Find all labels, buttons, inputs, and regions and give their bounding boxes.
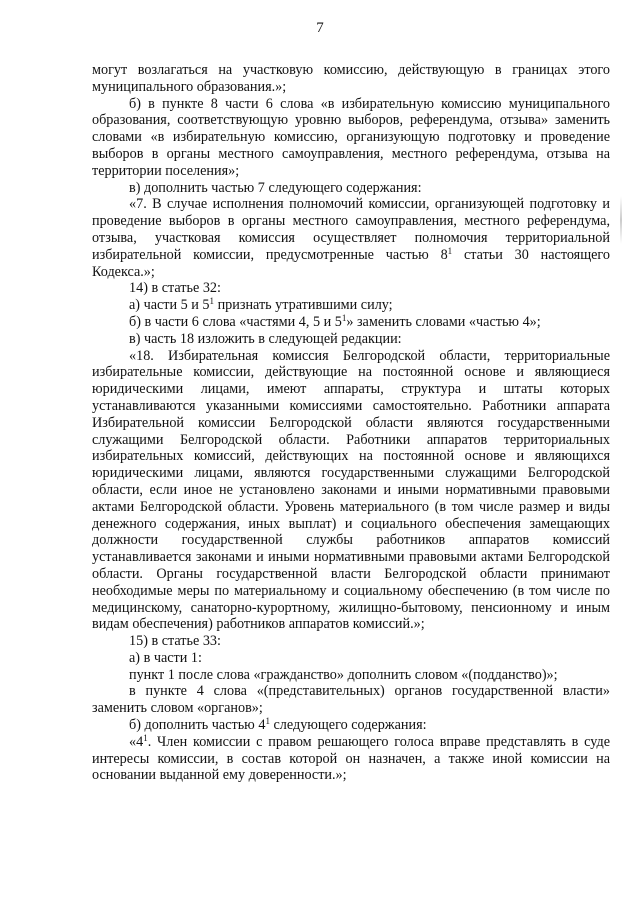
paragraph-part18-text: «18. Избирательная комиссия Белгородской области, территориальные избирательные комиссии, действующие на постоянной основе и являющиеся юридическими лицами, имеют аппараты, структура и штаты которых устанавливаются указанными комиссиями самостоятельно. Работники аппарата Избирательной комиссии Белгородской области являются государственными служащими Белгородской области. Работники аппаратов территориальных избирательных комиссий, действующих на постоянной основе и являющихся юридическими лицами, являются государственными служащими Белгородской области, если иное не установлено законами и иными нормативными правовыми актами Белгородской области. Уровень материального (в том числе размер и виды денежного содержания, иных выплат) и социального обеспечения замещающих должности государственной службы работников аппаратов комиссий устанавливается законами и иными нормативными правовыми актами Белгородской области. Органы государственной власти Белгородской области принимают необходимые меры по материальному и социальному обеспечению (в том числе по медицинскому, санаторно-курортному, жилищно-бытовому, пенсионному и иным видам обеспечения) работников аппаратов комиссий.»; <box>92 347 610 633</box>
part7-main-text: «7. В случае исполнения полномочий комиссии, организующей подготовку и проведение выборов в органы местного самоуправления, местного референдума, отзыва, участковая комиссия осуществляет полномочия территориальной избирательной комиссии, предусмотренные частью 8 <box>92 196 610 263</box>
superscript: 1 <box>209 296 215 307</box>
text-fragment: . Член комиссии с правом решающего голоса вправе представлять в суде интересы комиссии, в состав которой он назначен, а также иной комиссии на основании выданной ему доверенности.»; <box>92 733 610 784</box>
text-fragment: следующего содержания: <box>269 717 427 734</box>
paragraph-article33: 15) в статье 33: <box>129 633 221 650</box>
part7-tail-text: статьи 30 настоящего Кодекса.»; <box>92 246 610 280</box>
text-fragment: «4 <box>129 733 144 750</box>
paragraph-article33-a: а) в части 1: <box>129 649 202 666</box>
paragraph-article32-a <box>92 297 610 314</box>
text-fragment: » заменить словами «частью 4»; <box>346 313 541 330</box>
superscript: 1 <box>143 732 148 743</box>
text-fragment: б) в части 6 слова «частями 4, 5 и 5 <box>129 313 342 330</box>
scan-artifact <box>620 196 622 244</box>
paragraph-point4: в пункте 4 слова «(представительных) органов государственной власти» заменить словом «органов»; <box>92 683 610 717</box>
text-fragment: признать утратившими силу; <box>214 297 393 314</box>
text-fragment: б) дополнить частью 4 <box>129 717 266 734</box>
paragraph-item-b-part6: б) в пункте 8 части 6 слова «в избирательную комиссию муниципального образования, соответствующую уровню выборов, референдума, отзыва» заменить словами «в избирательную комиссию, организующую подготовку и проведение выборов в органы местного самоуправления, местного референдума, отзыва на территории поселения»; <box>92 95 610 179</box>
paragraph-article32: 14) в статье 32: <box>129 280 221 297</box>
superscript: 1 <box>265 716 270 727</box>
page-number: 7 <box>316 20 324 36</box>
paragraph-point1: пункт 1 после слова «гражданство» дополнить словом «(подданство)»; <box>129 666 558 683</box>
paragraph-item-v-part7: в) дополнить частью 7 следующего содержания: <box>129 179 422 196</box>
paragraph-article32-v: в) часть 18 изложить в следующей редакции: <box>129 330 402 347</box>
text-fragment: а) части 5 и 5 <box>129 297 210 314</box>
paragraph-continuation: могут возлагаться на участковую комиссию, действующую в границах этого муниципального образования.»; <box>92 62 610 95</box>
superscript: 1 <box>447 245 453 256</box>
document-body <box>92 62 610 784</box>
superscript: 1 <box>341 312 347 323</box>
paragraph-part4-1-text <box>92 734 610 784</box>
paragraph-article32-b <box>92 314 610 331</box>
paragraph-part7-text <box>92 196 610 280</box>
paragraph-article33-b <box>92 717 610 734</box>
